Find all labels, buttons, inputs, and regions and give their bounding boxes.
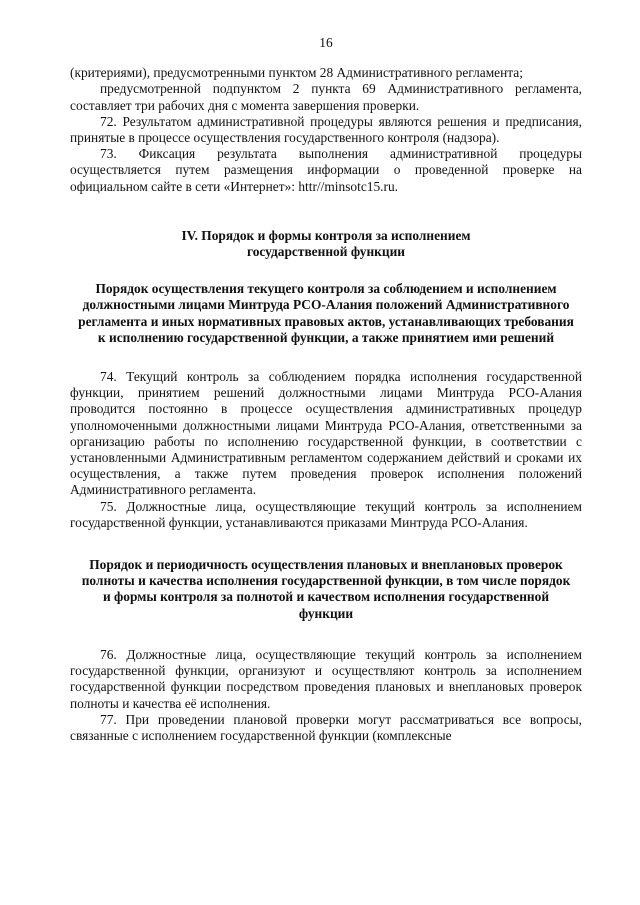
subheading-current-control: Порядок осуществления текущего контроля за соблюдением и исполнением должностными лицами Минтруда РСО-Алания положений Административного регламента и иных нормативных правовых актов, устанавливающих требования к исполнению государственной функции, а также принятием ими решений	[78, 281, 574, 345]
paragraph-76: 76. Должностные лица, осуществляющие текущий контроль за исполнением государственной функции, организуют и осуществляют контроль за исполнением государственной функции посредством проведения плановых и внеплановых проверок полноты и качества её исполнения.	[70, 646, 582, 711]
paragraph-77: 77. При проведении плановой проверки могут рассматриваться все вопросы, связанные с исполнением государственной функции (комплексные	[70, 711, 582, 743]
subheading-planned-inspections: Порядок и периодичность осуществления плановых и внеплановых проверок полноты и качества исполнения государственной функции, в том числе порядок и формы контроля за полнотой и качеством исполнения государственной функции	[81, 557, 571, 621]
section-heading: IV. Порядок и формы контроля за исполнением государственной функции	[181, 227, 471, 260]
page-number: 16	[319, 35, 333, 50]
paragraph-75: 75. Должностные лица, осуществляющие текущий контроль за исполнением государственной функции, устанавливаются приказами Минтруда РСО-Алания.	[70, 498, 582, 530]
paragraph-criteria: (критериями), предусмотренными пунктом 28 Административного регламента;	[70, 65, 523, 81]
paragraph-74: 74. Текущий контроль за соблюдением порядка исполнения государственной функции, принятием решений должностными лицами Минтруда РСО-Алания проводится постоянно в процессе осуществления административных процедур уполномоченными должностными лицами Минтруда РСО-Алания, ответственными за организацию работы по исполнению государственной функции, в соответствии с установленными Административным регламентом содержанием действий и сроками их осуществления, а также путем проведения проверок исполнения положений Административного регламента.	[70, 369, 582, 498]
paragraph-73: 73. Фиксация результата выполнения административной процедуры осуществляется путем размещения информации о проведенной проверке на официальном сайте в сети «Интернет»: httr//minsotc15.ru.	[70, 146, 582, 194]
paragraph-deadline: предусмотренной подпунктом 2 пункта 69 Административного регламента, составляет три рабочих дня с момента завершения проверки.	[70, 81, 582, 113]
paragraph-72: 72. Результатом административной процедуры являются решения и предписания, принятые в процессе осуществления государственного контроля (надзора).	[70, 113, 582, 146]
